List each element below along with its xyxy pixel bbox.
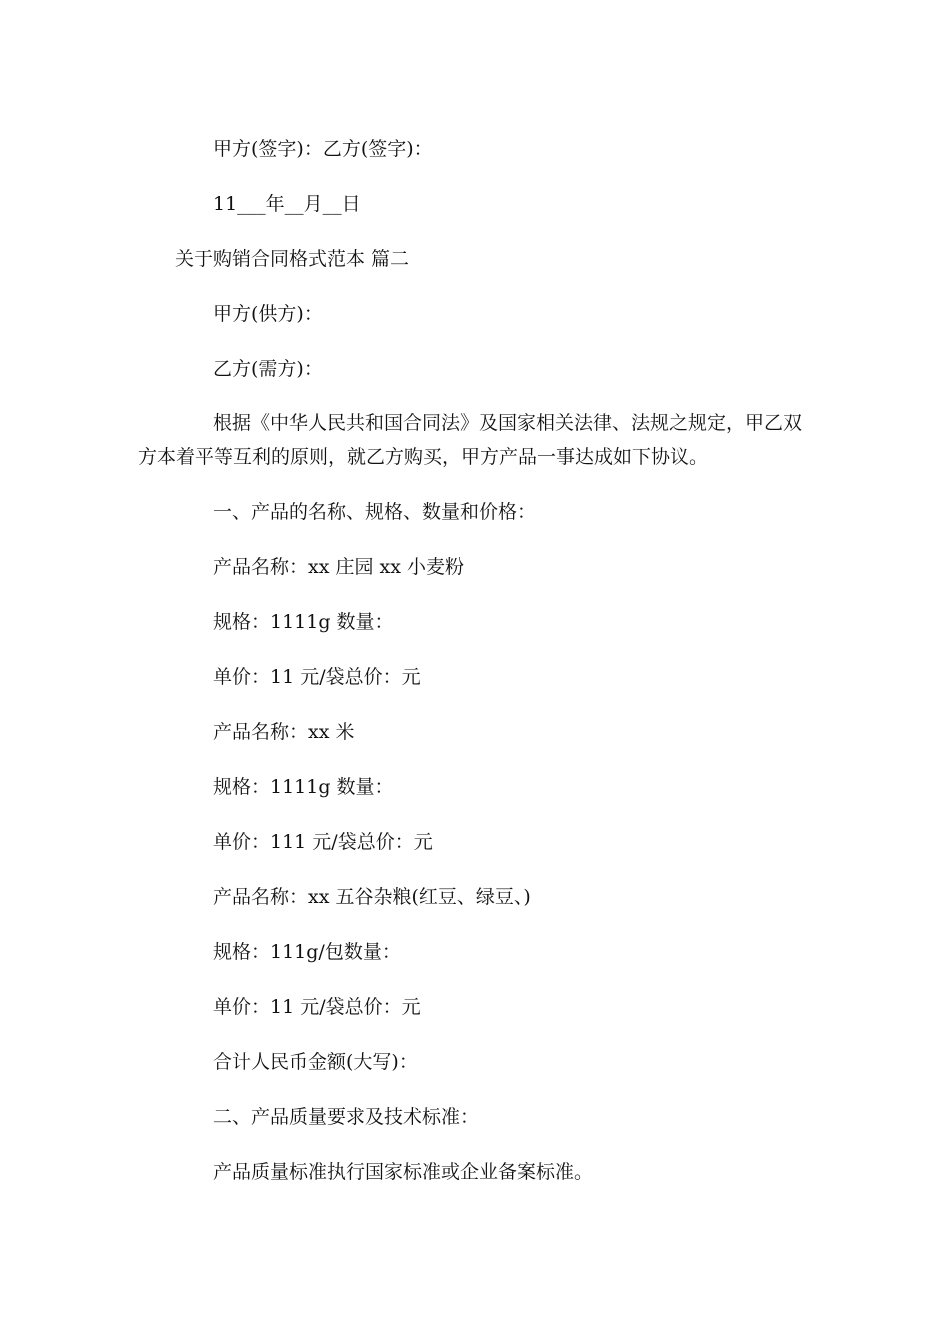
date-line: 11___年__月__日 xyxy=(213,193,361,215)
signature-line: 甲方(签字)：乙方(签字)： xyxy=(213,138,433,160)
product-2-name: 产品名称：xx 米 xyxy=(213,721,355,743)
clause-1-title: 一、产品的名称、规格、数量和价格： xyxy=(213,501,537,523)
product-3-name: 产品名称：xx 五谷杂粮(红豆、绿豆、) xyxy=(213,886,531,908)
product-1-spec: 规格：1111g 数量： xyxy=(213,611,394,633)
party-b-line: 乙方(需方)： xyxy=(213,358,323,380)
preamble-paragraph: 根据《中华人民共和国合同法》及国家相关法律、法规之规定，甲乙双方本着平等互利的原则，就乙方购买，甲方产品一事达成如下协议。 xyxy=(138,412,803,468)
section-title: 关于购销合同格式范本 篇二 xyxy=(175,248,410,270)
party-a-line: 甲方(供方)： xyxy=(213,303,323,325)
product-3-price: 单价：11 元/袋总价：元 xyxy=(213,996,421,1018)
product-1-name: 产品名称：xx 庄园 xx 小麦粉 xyxy=(213,556,464,578)
clause-2-body: 产品质量标准执行国家标准或企业备案标准。 xyxy=(213,1161,594,1183)
product-1-price: 单价：11 元/袋总价：元 xyxy=(213,666,421,688)
product-3-spec: 规格：111g/包数量： xyxy=(213,941,401,963)
product-2-spec: 规格：1111g 数量： xyxy=(213,776,394,798)
total-amount-line: 合计人民币金额(大写)： xyxy=(213,1051,418,1073)
product-2-price: 单价：111 元/袋总价：元 xyxy=(213,831,433,853)
clause-2-title: 二、产品质量要求及技术标准： xyxy=(213,1106,480,1128)
